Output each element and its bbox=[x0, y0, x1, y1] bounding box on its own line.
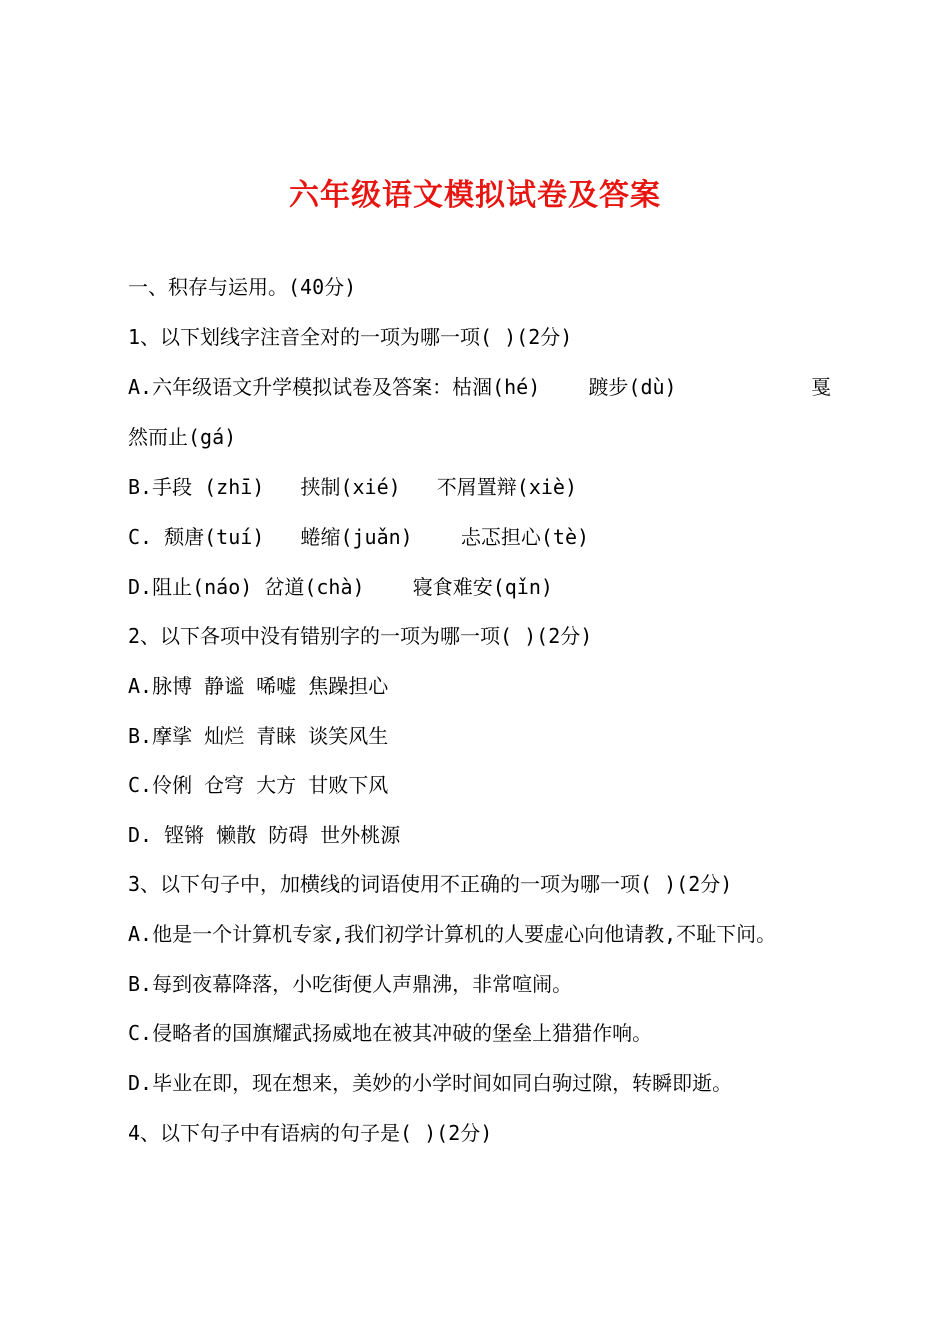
question-3: 3、以下句子中，加横线的词语使用不正确的一项为哪一项( )(2分) bbox=[128, 872, 733, 896]
question-3-option-a: A.他是一个计算机专家,我们初学计算机的人要虚心向他请教,不耻下问。 bbox=[128, 922, 777, 946]
question-1-option-c: C. 颓唐(tuí) 蜷缩(juǎn) 忐忑担心(tè) bbox=[128, 525, 590, 549]
question-3-option-c: C.侵略者的国旗耀武扬威地在被其冲破的堡垒上猎猎作响。 bbox=[128, 1021, 653, 1045]
document-title: 六年级语文模拟试卷及答案 bbox=[289, 178, 661, 213]
question-2-option-d: D. 铿锵 懒散 防碍 世外桃源 bbox=[128, 823, 401, 847]
question-1-option-a-trailing-char: 戛 bbox=[811, 375, 831, 399]
question-1-option-a: A.六年级语文升学模拟试卷及答案：枯涸(hé) 踱步(dù) bbox=[128, 375, 677, 399]
question-1-option-d: D.阻止(náo) 岔道(chà) 寝食难安(qǐn) bbox=[128, 575, 553, 599]
question-1-option-b: B.手段 (zhī) 挟制(xié) 不屑置辩(xiè) bbox=[128, 475, 577, 499]
question-3-option-d: D.毕业在即，现在想来，美妙的小学时间如同白驹过隙，转瞬即逝。 bbox=[128, 1071, 733, 1095]
question-1-option-a-continued: 然而止(gá) bbox=[128, 425, 237, 449]
question-2: 2、以下各项中没有错别字的一项为哪一项( )(2分) bbox=[128, 624, 593, 648]
question-4: 4、以下句子中有语病的句子是( )(2分) bbox=[128, 1121, 493, 1145]
question-2-option-c: C.伶俐 仓穹 大方 甘败下风 bbox=[128, 773, 389, 797]
question-3-option-b: B.每到夜幕降落，小吃街便人声鼎沸，非常喧闹。 bbox=[128, 972, 573, 996]
question-2-option-b: B.摩挲 灿烂 青睐 谈笑风生 bbox=[128, 724, 389, 748]
section-heading: 一、积存与运用。(40分) bbox=[128, 275, 357, 299]
question-2-option-a: A.脉博 静谧 唏嘘 焦躁担心 bbox=[128, 674, 389, 698]
question-1: 1、以下划线字注音全对的一项为哪一项( )(2分) bbox=[128, 325, 573, 349]
